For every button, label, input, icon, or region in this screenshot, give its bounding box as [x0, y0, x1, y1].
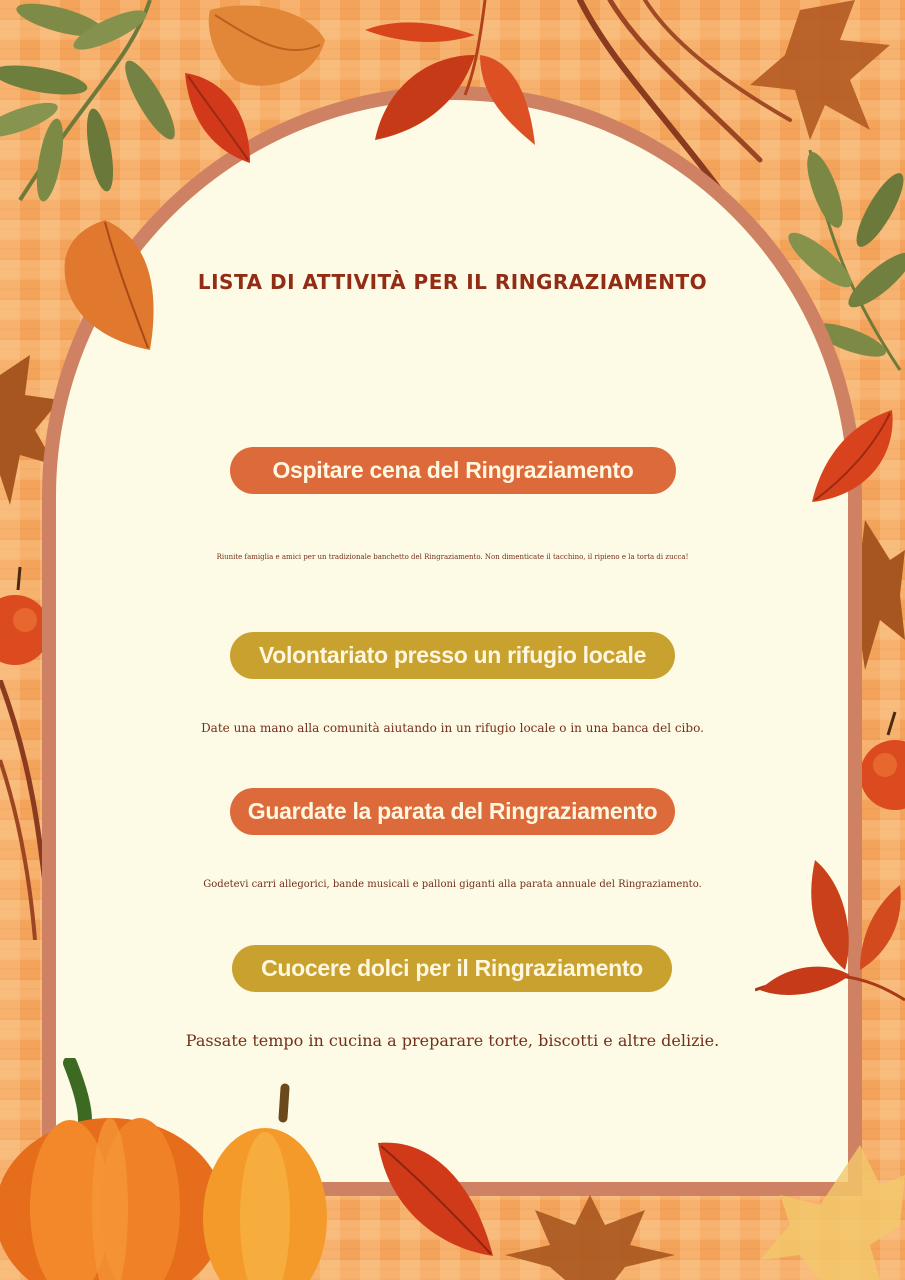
- maple-leaf-icon: [505, 1195, 675, 1280]
- activity-description: Riunite famiglia e amici per un tradizionale banchetto del Ringraziamento. Non dimenticate il tacchino, il ripieno e la torta di zucca!: [216, 553, 689, 561]
- activity-heading: Volontariato presso un rifugio locale: [230, 632, 675, 679]
- leaf-icon: [180, 68, 255, 168]
- leaf-icon: [812, 410, 894, 505]
- branch-icon: [365, 0, 540, 150]
- pumpkin-icon: [0, 1058, 330, 1280]
- activity-heading: Guardate la parata del Ringraziamento: [230, 788, 675, 835]
- activity-description: Godetevi carri allegorici, bande musicali e palloni giganti alla parata annuale del Ringraziamento.: [203, 879, 702, 890]
- branch-icon: [755, 855, 905, 1005]
- activity-heading: Ospitare cena del Ringraziamento: [230, 447, 676, 494]
- page-title: LISTA DI ATTIVITÀ PER IL RINGRAZIAMENTO: [197, 270, 708, 294]
- activity-description: Date una mano alla comunità aiutando in un rifugio locale o in una banca del cibo.: [201, 721, 704, 735]
- leaf-icon: [378, 1138, 496, 1260]
- maple-leaf-icon: [855, 520, 905, 670]
- apple-icon: [0, 565, 45, 675]
- leaf-icon: [60, 220, 160, 355]
- activity-description: Passate tempo in cucina a preparare torte, biscotti e altre delizie.: [185, 1031, 720, 1050]
- apple-icon: [860, 710, 905, 820]
- maple-leaf-icon: [760, 1145, 905, 1280]
- activity-heading: Cuocere dolci per il Ringraziamento: [232, 945, 672, 992]
